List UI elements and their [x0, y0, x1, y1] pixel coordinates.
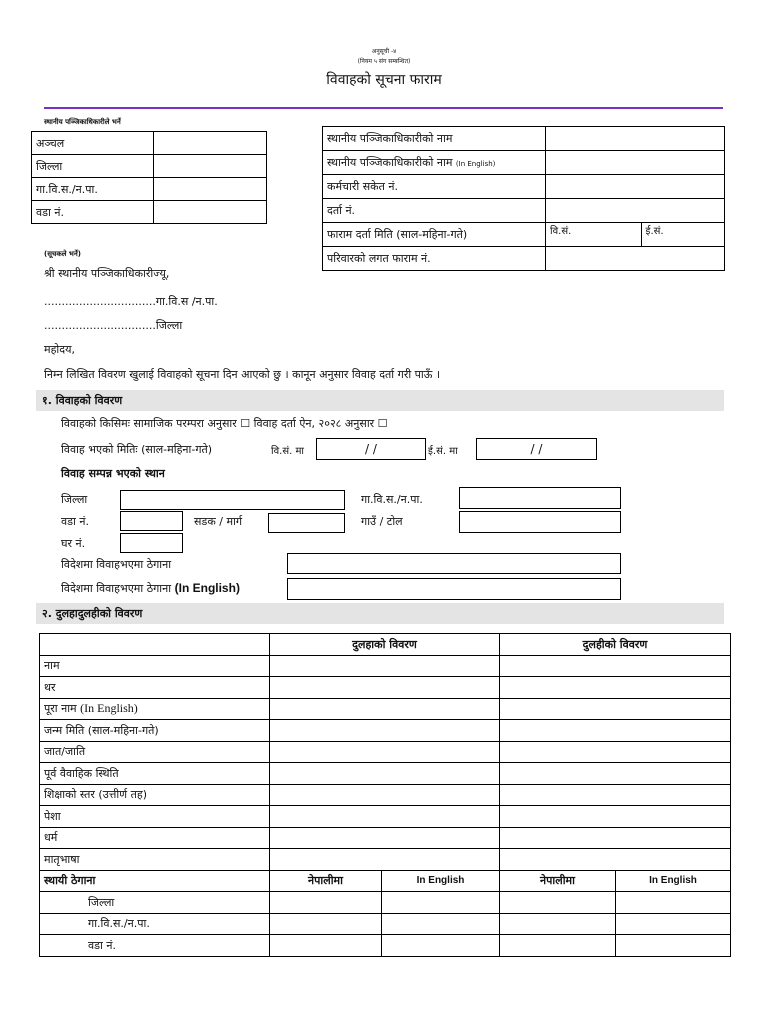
row-label-mother-tongue: मातृभाषा: [40, 849, 270, 871]
family-form-label: परिवारको लगत फाराम नं.: [323, 247, 546, 271]
office-input-vdc[interactable]: [154, 178, 267, 201]
form-date-bs[interactable]: वि.सं.: [546, 223, 642, 247]
row-label-caste: जात/जाति: [40, 741, 270, 763]
groom-mother-tongue-cell[interactable]: [270, 849, 500, 871]
district-line[interactable]: ................................जिल्ला: [44, 319, 183, 332]
groom-name-cell[interactable]: [270, 655, 500, 677]
bride-ward-np[interactable]: [500, 935, 616, 957]
groom-nepali-col: नेपालीमा: [270, 870, 382, 892]
page-title: विवाहको सूचना फाराम: [326, 72, 442, 88]
place-vdc-label: गा.वि.स./न.पा.: [361, 493, 423, 506]
staff-code-label: कर्मचारी सकेत नं.: [323, 175, 546, 199]
row-label-prior-marital: पूर्व वैवाहिक स्थिति: [40, 763, 270, 785]
office-label-vdc: गा.वि.स./न.पा.: [32, 178, 154, 201]
bride-name-cell[interactable]: [500, 655, 731, 677]
place-tole-label: गाउँ / टोल: [361, 515, 403, 528]
table-row: [40, 741, 731, 763]
table-row: [40, 892, 731, 914]
bride-ward-en[interactable]: [616, 935, 731, 957]
place-house-label: घर नं.: [61, 537, 86, 550]
marriage-date-bs-input[interactable]: / /: [316, 438, 426, 460]
date-ad-prefix: ई.सं. मा: [428, 446, 458, 457]
registrar-name-en-input[interactable]: [546, 151, 725, 175]
salutation: श्री स्थानीय पञ्जिकाधिकारीज्यू,: [44, 267, 170, 280]
table-row: [323, 199, 725, 223]
table-row: [40, 784, 731, 806]
row-label-fullname-en: पूरा नाम (In English): [40, 698, 270, 720]
marriage-date-label: विवाह भएको मितिः (साल-महिना-गते): [61, 443, 213, 456]
place-heading: विवाह सम्पन्न भएको स्थान: [61, 467, 165, 480]
registrar-table: [322, 126, 725, 271]
bride-header: दुलहीको विवरण: [500, 634, 731, 656]
row-label-name: नाम: [40, 655, 270, 677]
table-row: [40, 763, 731, 785]
place-road-input[interactable]: [268, 513, 345, 533]
bride-vdc-en[interactable]: [616, 913, 731, 935]
bride-english-col: In English: [616, 870, 731, 892]
groom-ward-np[interactable]: [270, 935, 382, 957]
office-label-district: जिल्ला: [32, 155, 154, 178]
bride-occupation-cell[interactable]: [500, 806, 731, 828]
table-row: [40, 655, 731, 677]
bride-mother-tongue-cell[interactable]: [500, 849, 731, 871]
address-ward-label: वडा नं.: [40, 935, 270, 957]
table-row: [323, 151, 725, 175]
registrar-name-input[interactable]: [546, 127, 725, 151]
statement-text: निम्न लिखित विवरण खुलाई विवाहको सूचना दिन आएको छु । कानून अनुसार विवाह दर्ता गरी पाऊँ ।: [44, 368, 441, 381]
vdc-line[interactable]: ................................गा.वि.स /न.पा.: [44, 295, 218, 308]
table-row: [40, 827, 731, 849]
place-road-label: सडक / मार्ग: [194, 515, 243, 528]
groom-vdc-en[interactable]: [382, 913, 500, 935]
staff-code-input[interactable]: [546, 175, 725, 199]
office-input-district[interactable]: [154, 155, 267, 178]
table-row: [40, 698, 731, 720]
groom-header: दुलहाको विवरण: [270, 634, 500, 656]
groom-ward-en[interactable]: [382, 935, 500, 957]
place-district-label: जिल्ला: [61, 493, 88, 506]
groom-district-en[interactable]: [382, 892, 500, 914]
table-row: [40, 849, 731, 871]
table-row: [323, 175, 725, 199]
table-row: [40, 720, 731, 742]
informant-caption: (सूचकले भर्ने): [44, 250, 81, 258]
row-label-education: शिक्षाको स्तर (उत्तीर्ण तह): [40, 784, 270, 806]
table-row: [32, 132, 267, 155]
row-label-occupation: पेशा: [40, 806, 270, 828]
sir-text: महोदय,: [44, 343, 75, 356]
office-caption: स्थानीय पञ्जिकाधिकारीले भर्ने: [44, 118, 121, 126]
date-bs-prefix: वि.सं. मा: [271, 446, 305, 457]
table-row: [32, 201, 267, 224]
table-row: [40, 677, 731, 699]
place-vdc-input[interactable]: [459, 487, 621, 509]
section1-heading: १. विवाहको विवरण: [36, 390, 724, 411]
bride-fullname-cell[interactable]: [500, 698, 731, 720]
groom-prior-marital-cell[interactable]: [270, 763, 500, 785]
office-label-zone: अञ्चल: [32, 132, 154, 155]
marriage-date-ad-input[interactable]: / /: [476, 438, 597, 460]
form-date-label: फाराम दर्ता मिति (साल-महिना-गते): [323, 223, 546, 247]
abroad-address-en-label: विदेशमा विवाहभएमा ठेगाना (In English): [61, 581, 240, 595]
registration-no-label: दर्ता नं.: [323, 199, 546, 223]
row-label-surname: थर: [40, 677, 270, 699]
table-row: [32, 155, 267, 178]
rule-reference: (नियम ५ संग सम्बन्धित): [357, 58, 411, 65]
table-row: [32, 178, 267, 201]
bride-district-en[interactable]: [616, 892, 731, 914]
table-row: [323, 247, 725, 271]
address-district-label: जिल्ला: [40, 892, 270, 914]
registrar-name-en-label: स्थानीय पञ्जिकाधिकारीको नाम (In English): [323, 151, 546, 175]
blank-header-cell: [40, 634, 270, 656]
table-row: [40, 806, 731, 828]
title-divider: [44, 107, 723, 109]
address-vdc-label: गा.वि.स./न.पा.: [40, 913, 270, 935]
bride-religion-cell[interactable]: [500, 827, 731, 849]
groom-caste-cell[interactable]: [270, 741, 500, 763]
family-form-input[interactable]: [546, 247, 725, 271]
table-row: [40, 935, 731, 957]
annex-label: अनुसूची -४: [371, 48, 397, 55]
place-ward-label: वडा नं.: [61, 515, 89, 528]
groom-fullname-cell[interactable]: [270, 698, 500, 720]
place-house-input[interactable]: [120, 533, 183, 553]
row-label-religion: धर्म: [40, 827, 270, 849]
groom-education-cell[interactable]: [270, 784, 500, 806]
table-row: [323, 223, 725, 247]
bride-nepali-col: नेपालीमा: [500, 870, 616, 892]
groom-dob-cell[interactable]: [270, 720, 500, 742]
groom-occupation-cell[interactable]: [270, 806, 500, 828]
table-row: [40, 870, 731, 892]
abroad-address-en-input[interactable]: [287, 578, 621, 600]
registration-no-input[interactable]: [546, 199, 725, 223]
office-input-zone[interactable]: [154, 132, 267, 155]
table-row: [323, 127, 725, 151]
section2-heading: २. दुलहादुलहीको विवरण: [36, 603, 724, 624]
groom-district-np[interactable]: [270, 892, 382, 914]
place-tole-input[interactable]: [459, 511, 621, 533]
place-district-input[interactable]: [120, 490, 345, 510]
place-ward-input[interactable]: [120, 511, 183, 531]
marriage-type-line[interactable]: विवाहको किसिमः सामाजिक परम्परा अनुसार ☐ विवाह दर्ता ऐन, २०२८ अनुसार ☐: [61, 417, 388, 430]
groom-religion-cell[interactable]: [270, 827, 500, 849]
bride-dob-cell[interactable]: [500, 720, 731, 742]
abroad-address-label: विदेशमा विवाहभएमा ठेगाना: [61, 558, 172, 571]
bride-prior-marital-cell[interactable]: [500, 763, 731, 785]
office-input-ward[interactable]: [154, 201, 267, 224]
row-label-dob: जन्म मिति (साल-महिना-गते): [40, 720, 270, 742]
permanent-address-label: स्थायी ठेगाना: [40, 870, 270, 892]
groom-surname-cell[interactable]: [270, 677, 500, 699]
office-label-ward: वडा नं.: [32, 201, 154, 224]
form-date-ad[interactable]: ई.सं.: [641, 223, 724, 247]
groom-vdc-np[interactable]: [270, 913, 382, 935]
bride-surname-cell[interactable]: [500, 677, 731, 699]
registrar-name-label: स्थानीय पञ्जिकाधिकारीको नाम: [323, 127, 546, 151]
bride-district-np[interactable]: [500, 892, 616, 914]
couple-details-table: [39, 633, 731, 957]
abroad-address-input[interactable]: [287, 553, 621, 574]
table-row: [40, 913, 731, 935]
groom-english-col: In English: [382, 870, 500, 892]
table-row: [40, 634, 731, 656]
bride-caste-cell[interactable]: [500, 741, 731, 763]
bride-vdc-np[interactable]: [500, 913, 616, 935]
bride-education-cell[interactable]: [500, 784, 731, 806]
office-table: [31, 131, 267, 224]
